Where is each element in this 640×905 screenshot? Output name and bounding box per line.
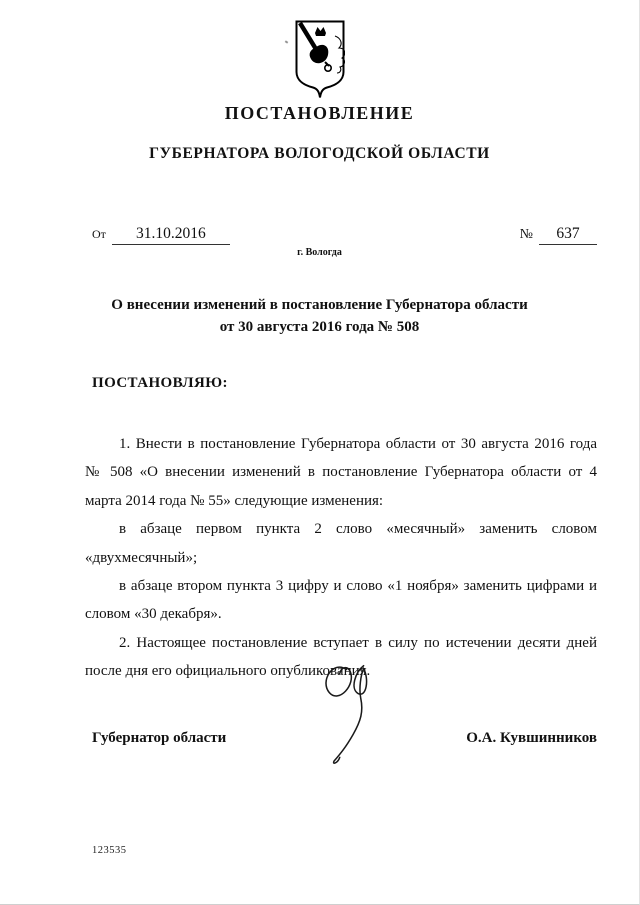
resolve-word: ПОСТАНОВЛЯЮ:	[92, 375, 228, 391]
subject-line-1: О внесении изменений в постановление Губернатора области	[111, 297, 528, 313]
body-paragraph: в абзаце первом пункта 2 слово «месячный» заменить словом «двухмесячный»;	[85, 521, 597, 566]
date-label: От	[92, 227, 106, 241]
date-field	[92, 225, 230, 245]
body-paragraph: в абзаце втором пункта 3 цифру и слово «1 ноября» заменить цифрами и словом «30 декабря».	[85, 578, 597, 623]
subject-line-2: от 30 августа 2016 года № 508	[219, 319, 420, 335]
signature-row	[92, 730, 597, 747]
signer-position: Губернатор области	[92, 729, 227, 746]
meta-row	[92, 225, 597, 245]
number-value: 637	[539, 225, 597, 245]
document-type-title: ПОСТАНОВЛЕНИЕ	[224, 103, 415, 123]
footer-code: 123535	[92, 845, 127, 856]
place-of-issue: г. Вологда	[297, 247, 342, 258]
document-body	[85, 430, 597, 686]
number-field	[520, 225, 597, 245]
date-value: 31.10.2016	[112, 225, 230, 245]
signer-name: О.А. Кувшинников	[466, 729, 597, 746]
authority-title: ГУБЕРНАТОРА ВОЛОГОДСКОЙ ОБЛАСТИ	[149, 145, 490, 162]
body-paragraph: 1. Внести в постановление Губернатора области от 30 августа 2016 года № 508 «О внесении изменений в постановление Губернатора области от 4 марта 2014 года № 55» следующие изменения:	[85, 436, 597, 509]
body-paragraph: 2. Настоящее постановление вступает в силу по истечении десяти дней после дня его официального опубликования.	[85, 634, 597, 680]
subject-heading	[60, 294, 579, 338]
coat-of-arms-icon	[295, 20, 345, 100]
scan-artifact	[285, 40, 289, 43]
number-label: №	[519, 227, 533, 242]
